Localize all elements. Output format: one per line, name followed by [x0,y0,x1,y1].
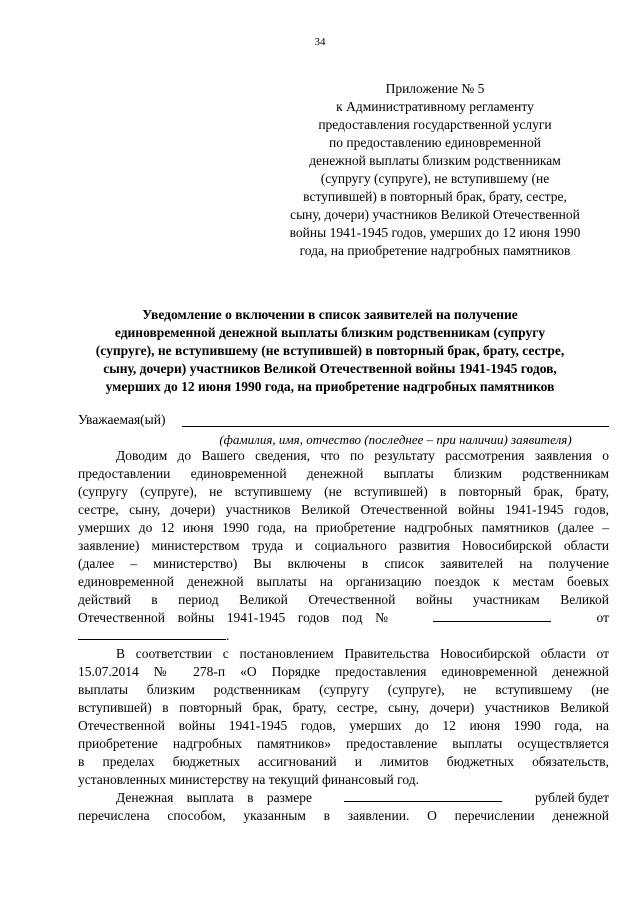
addressee-label: Уважаемая(ый) [78,412,166,427]
appendix-line: (супругу (супруге), не вступившему (не [320,171,550,186]
addressee-hint: (фамилия, имя, отчество (последнее – при наличии) заявителя) [219,432,572,447]
number-prefix [78,609,388,627]
paragraph-line: предоставлении единовременной денежной выплаты близким родственникам [78,466,609,481]
paragraph-regulation [78,645,609,789]
title-line: Уведомление о включении в список заявителей на получение [142,307,518,322]
title-line: единовременной денежной выплаты близким родственникам (супругу [114,325,546,340]
justified-word: выплата [186,790,234,805]
appendix-line: предоставления государственной услуги [318,117,552,132]
paragraph-line: Отечественной войны 1941-1945 годов, умерших до 12 июня 1990 года, на [78,718,609,733]
paragraph-notification [78,447,609,645]
paragraph-line: действий в период Великой Отечественной войны участникам Великой [78,592,609,607]
addressee-block [78,411,609,447]
justified-word: Отечественной [78,610,166,625]
paragraph-line: (далее – министерство) Вы включены в список заявителей на получение [78,556,609,571]
appendix-line: года, на приобретение надгробных памятников [299,243,571,258]
document-title [60,306,600,396]
paragraph-line: сестре, сыну, дочери) участников Великой Отечественной войны 1941-1945 годов, [78,502,609,517]
justified-word: Денежная [116,790,174,805]
paragraph-line: заявление) министерством труда и социального развития Новосибирской области [78,538,609,553]
payment-suffix: рублей будет [534,790,609,805]
appendix-line: Приложение № 5 [385,81,485,96]
title-line: (супруге), не вступившему (не вступившей) в повторный брак, брату, сестре, [95,343,565,358]
justified-word: годов [297,610,330,625]
paragraph-line: В соответствии с постановлением Правительства Новосибирской области от [116,646,609,661]
payment-amount-line [78,789,609,807]
appendix-header [260,80,610,260]
document-body [78,447,609,825]
title-line: сыну, дочери) участников Великой Отечественной войны 1941-1945 годов, [103,361,557,376]
addressee-name-blank[interactable] [182,426,609,427]
justified-word: № [375,610,388,625]
justified-word: войны [177,610,215,625]
paragraph-line: в пределах бюджетных ассигнований и лимитов бюджетных обязательств, [78,754,609,769]
page-number: 34 [314,36,326,48]
paragraph-line: 15.07.2014 № 278-п «О Порядке предоставления единовременной денежной [78,664,609,679]
payment-prefix [116,789,312,807]
date-blank[interactable] [78,628,226,640]
appendix-line: сыну, дочери) участников Великой Отечественной [290,207,580,222]
payment-amount-blank[interactable] [344,790,502,802]
date-line [78,627,609,645]
paragraph-line: единовременной денежной выплаты на организацию поездок к местам боевых [78,574,609,589]
paragraph-line: вступившей) в повторный брак, брату, сестре, сыну, дочери) участников Великой [78,700,609,715]
paragraph-line: умерших до 12 июня 1990 года, на приобретение надгробных памятников (далее – [78,520,609,535]
appendix-line: вступившей) в повторный брак, брату, сестре, [303,189,567,204]
date-end: . [226,628,230,643]
paragraph-line: приобретение надгробных памятников» предоставление выплаты осуществляется [78,736,609,751]
paragraph-line: (супругу (супруге), не вступившему (не вступившей) в повторный брак, брату, [78,484,609,499]
paragraph-line-number [78,609,609,627]
justified-word: в [247,790,254,805]
from-word: от [596,610,609,625]
title-line: умерших до 12 июня 1990 года, на приобретение надгробных памятников [105,379,555,394]
document-number-blank[interactable] [433,610,551,622]
paragraph-line: установленных министерству на текущий финансовый год. [78,772,419,787]
justified-word: размере [266,790,312,805]
appendix-line: денежной выплаты близким родственникам [309,153,561,168]
paragraph-line: перечислена способом, указанным в заявлении. О перечислении денежной [78,808,609,823]
paragraph-line: Доводим до Вашего сведения, что по результату рассмотрения заявления о [116,448,609,463]
appendix-line: войны 1941-1945 годов, умерших до 12 июня 1990 [289,225,581,240]
appendix-line: по предоставлению единовременной [329,135,541,150]
appendix-line: к Административному регламенту [336,99,534,114]
justified-word: 1941-1945 [226,610,286,625]
justified-word: под [342,610,363,625]
paragraph-line: выплаты близким родственникам (супругу (супруге), не вступившему (не [78,682,609,697]
paragraph-payment [78,789,609,825]
